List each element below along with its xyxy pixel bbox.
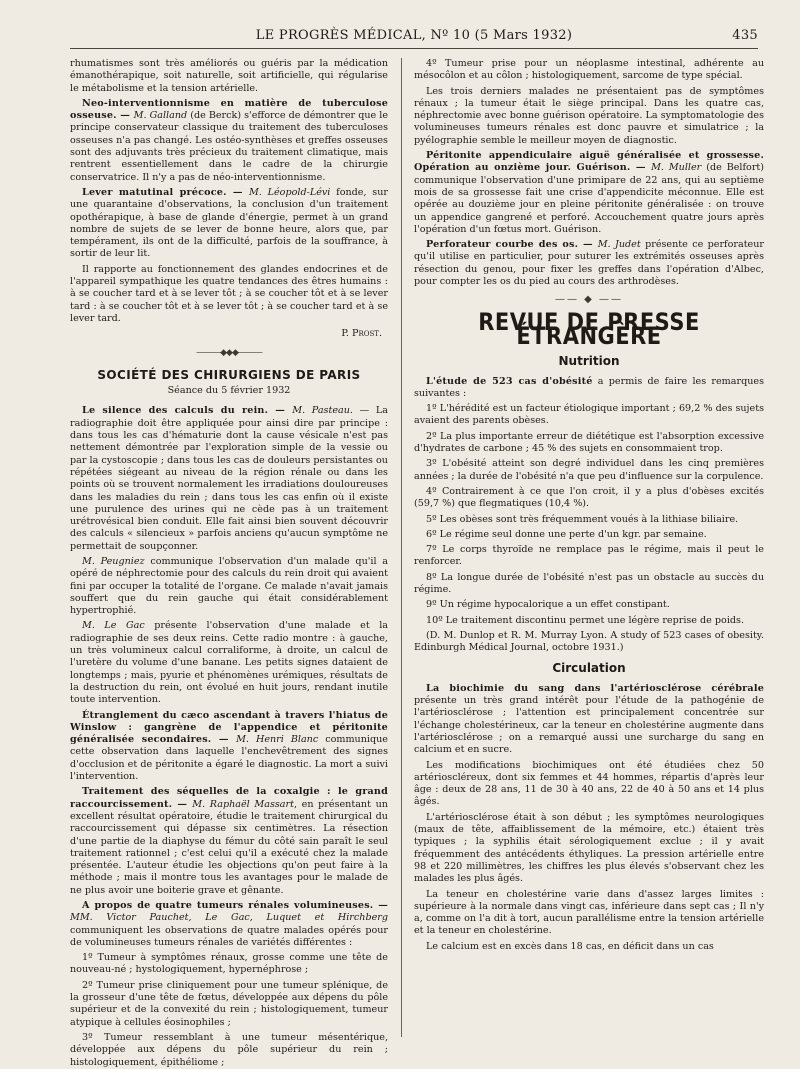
reference-citation: (D. M. Dunlop et R. M. Murray Lyon. A study of 523 cases of obesity. Edinburgh Médical Journal, octobre 1931.) (414, 629, 764, 654)
body-text: (de Belfort) communique l'observation d'une primipare de 22 ans, qui au septième mois de sa grossesse fait une crise d'appendicite méconnue. Elle est opérée au douzième jour en pleine péritonite généralisée : on trouve un appendice gangrené et perforé. Accouchement quatre jours après l'opération d'un fœtus mort. Guérison. (414, 162, 765, 235)
author-name: M. Henri Blanc (236, 734, 319, 746)
list-item: 1º Tumeur à symptômes rénaux, grosse comme une tête de nouveau-né ; hystologiquement, hypernéphrose ; (70, 952, 388, 976)
heading-circulation: Circulation (552, 661, 626, 676)
paragraph-peritonite (414, 150, 764, 236)
paragraph-obesite-intro (414, 376, 764, 401)
ornament-divider: ———◆◆◆——— (196, 347, 262, 358)
lead-title: Péritonite appendiculaire aiguë généralisée et grossesse. Opération au onzième jour. Guérison. — (414, 150, 764, 174)
lead-title: Neo-interventionnisme en matière de tuberculose osseuse. — (70, 97, 388, 122)
author-name: MM. Victor Pauchet, Le Gac, Luquet et Hirchberg (70, 912, 388, 924)
right-column (414, 58, 764, 1043)
paragraph-lever-matutinal (70, 187, 388, 261)
lead-title: L'étude de 523 cas d'obésité (426, 375, 593, 387)
list-item: 3º Tumeur ressemblant à une tumeur mésentérique, développée aux dépens du pôle supérieur du rein ; histologiquement, épithéliome ; (70, 1031, 388, 1068)
body-text: présente l'observation d'une malade et la radiographie de ses deux reins. Cette radio montre : à gauche, un très volumineux calcul corraliforme, à droite, un calcul de l'uretère du volume d'une banane. Les petits signes dataient de longtemps ; mais, pyurie et phénomènes urémiques, résultats de la destruction du rein, ont évolué en huit jours, rendant inutile toute intervention. (70, 620, 388, 706)
body-text: présente ce perforateur qu'il utilise en particulier, pour suturer les extrémités osseuses après résection du genou, pour fixer les greffes dans l'opération d'Albec, pour compter les os du pied au cours des arthrodèses. (414, 239, 764, 288)
author-name: M. Galland (133, 110, 188, 122)
paragraph-calcium: Le calcium est en excès dans 18 cas, en déficit dans un cas (426, 940, 714, 952)
body-text: a permis de faire les remarques suivantes : (414, 375, 764, 399)
list-item: 4º Tumeur prise pour un néoplasme intestinal, adhérente au mésocôlon et au côlon ; histologiquement, sarcome de type spécial. (414, 58, 764, 82)
paragraph-neo-interventionnisme (70, 98, 388, 184)
body-text: communique l'observation d'un malade qu'il a opéré de néphrectomie pour des calculs du rein droit qui avaient fini par occuper la totalité de l'organe. Ce malade n'avait jamais souffert que du rein gauche qui était considérablement hypertrophié. (70, 555, 388, 617)
author-name: M. Léopold-Lévi (248, 186, 331, 198)
left-column (70, 58, 388, 1068)
lead-title: Perforateur courbe des os. — (426, 239, 598, 251)
lead-title: Lever matutinal précoce. — (82, 186, 249, 198)
paragraph-biochimie (414, 683, 764, 757)
list-item: 6º Le régime seul donne une perte d'un kgr. par semaine. (426, 528, 707, 540)
list-item: 2º La plus importante erreur de diététique est l'absorption excessive d'hydrates de carbone ; 45 % des sujets en consommaient trop. (414, 430, 764, 455)
running-head (70, 24, 758, 49)
paragraph-perforateur (414, 239, 764, 288)
list-item: 9º Un régime hypocalorique a un effet constipant. (426, 599, 670, 611)
paragraph-intro: rhumatismes sont très améliorés ou guéris par la médication émanothérapique, soit naturelle, soit artificielle, qui régularise le métabolisme et la tension artérielle. (70, 58, 388, 94)
author-name: M. Peugniez (82, 555, 145, 567)
lead-title: Le silence des calculs du rein. — (82, 405, 293, 417)
page-number: 435 (732, 28, 758, 43)
paragraph-tumeurs-renales (70, 900, 388, 949)
section-title-revue: REVUE DE PRESSE ÉTRANGÈRE (478, 307, 700, 350)
body-text: communiquent les observations de quatre malades opérés pour de volumineuses tumeurs rénales de variétés différentes : (70, 924, 388, 948)
body-text: fonde, sur une quarantaine d'observations, la conclusion d'un traitement opothérapique, à base de glande d'énergie, permet à un grand nombre de sujets de se lever de bonne heure, alors que, par tempérament, ils ont de la difficulté, parfois de la souffrance, à sortir de leur lit. (70, 186, 388, 260)
lead-title: A propos de quatre tumeurs rénales volumineuses. — (82, 900, 388, 911)
seance-date: Séance du 5 février 1932 (167, 385, 291, 397)
body-text: (de Berck) s'efforce de démontrer que le principe conservateur classique du traitement des tuberculoses osseuses n'a pas changé. Les ostéo-synthèses et greffes osseuses sont des adjuvants très précieux du traitement climatique, mais rentrent essentiellement dans le cadre de la chirurgie conservatrice. Il n'y a pas de néo-interventionnisme. (70, 110, 388, 183)
paragraph-modifications: Les modifications biochimiques ont été étudiées chez 50 artérioscléreux, dont six femmes et 44 hommes, répartis d'après leur âge : deux de 28 ans, 11 de 30 à 40 ans, 22 de 40 à 50 ans et 14 plus âgés. (414, 759, 764, 808)
list-item: 7º Le corps thyroïde ne remplace pas le régime, mais il peut le renforcer. (414, 544, 764, 568)
body-text: , en présentant un excellent résultat opératoire, étudie le traitement chirurgical du raccourcissement qui dépasse six centimètres. La résection d'une partie de la diaphyse du fémur du côté sain paraît le seul traitement rationnel ; c'est celui qu'il a exécuté chez la malade présentée. L'auteur étudie les objections qu'on peut faire à la méthode ; mais il montre tous les avantages pour le malade de ne plus avoir une boiterie grave et gênante. (70, 798, 388, 896)
author-name: M. Pasteau (292, 405, 350, 417)
ornament-divider: —— ◆ —— (554, 294, 624, 306)
paragraph-silence-calculs (70, 405, 388, 553)
body-text: présente un très grand intérêt pour l'étude de la pathogénie de l'artériosclérose ; l'attention est principalement concentrée sur l'échange cholestérineux, car la teneur en cholestérine augmente dans l'artériosclérose ; on a remarqué aussi une surcharge du sang en calcium et en sucre. (414, 695, 764, 756)
paragraph-arteriosclerose: L'artériosclérose était à son début ; les symptômes neurologiques (maux de tête, affaiblissement de la mémoire, etc.) étaient très typiques ; la syphilis était sérologiquement exclue ; il y avait fréquemment des antécédents éthyliques. La pression artérielle entre 98 et 220 millimètres, les chiffres les plus élevés s'observant chez les malades les plus âgés. (414, 811, 764, 885)
author-name: M. Muller (651, 162, 702, 174)
paragraph-le-gac (70, 620, 388, 706)
body-text: communique cette observation dans laquelle l'enchevêtrement des signes d'occlusion et de péritonite a égaré le diagnostic. La mort a suivi l'intervention. (70, 734, 388, 783)
author-name: M. Judet (597, 239, 641, 251)
lead-title: Étranglement du cæco ascendant à travers l'hiatus de Winslow : gangrène de l'appendice et péritonite généralisée secondaires. — (70, 709, 388, 746)
column-divider (401, 58, 402, 1037)
list-item: 10º Le traitement discontinu permet une légère reprise de poids. (426, 614, 745, 626)
author-name: M. Raphaël Massart (192, 798, 294, 810)
list-item: 5º Les obèses sont très fréquemment voués à la lithiase biliaire. (426, 513, 739, 525)
paragraph-lever-suite: Il rapporte au fonctionnement des glandes endocrines et de l'appareil sympathique les quatre tendances des êtres humains : à se coucher tard et à se lever tôt ; à se coucher tôt et à se lever tard : à se coucher tôt et à se lever tôt ; à se coucher tard et à se lever tard. (70, 263, 388, 324)
paragraph-coxalgie (70, 786, 388, 897)
list-item: 3º L'obésité atteint son degré individuel dans les cinq premières années ; la durée de l'obésité n'a que peu d'influence sur la corpulence. (414, 458, 764, 482)
paragraph-trois-malades: Les trois derniers malades ne présentaient pas de symptômes rénaux ; la tumeur était le siège principal. Dans les quatre cas, néphrectomie avec bonne guérison opératoire. La symptomatologie des volumineuses tumeurs rénales est donc pauvre et simulatrice ; la pyélographie semble le meilleur moyen de diagnostic. (414, 85, 764, 146)
heading-nutrition: Nutrition (558, 354, 620, 369)
lead-title: Traitement des séquelles de la coxalgie : le grand raccourcissement. — (70, 786, 388, 810)
author-name: M. Le Gac (82, 620, 145, 632)
paragraph-peugniez (70, 556, 388, 617)
list-item: 4º Contrairement à ce que l'on croit, il y a plus d'obèses excités (59,7 %) que flegmatiques (10,4 %). (414, 485, 764, 510)
list-item: 8º La longue durée de l'obésité n'est pas un obstacle au succès du régime. (414, 571, 764, 595)
society-title: SOCIÉTÉ DES CHIRURGIENS DE PARIS (97, 367, 361, 382)
paragraph-etranglement (70, 710, 388, 784)
paragraph-teneur: La teneur en cholestérine varie dans d'assez larges limites : supérieure à la normale dans vingt cas, inférieure dans sept cas ; Il n'y a, comme on l'a dit à tort, aucun parallélisme entre la tension artérielle et la teneur en cholestérine. (414, 888, 764, 937)
signature: P. Prost. (341, 328, 382, 340)
lead-title: La biochimie du sang dans l'artériosclérose cérébrale (426, 682, 764, 694)
journal-title: LE PROGRÈS MÉDICAL, Nº 10 (5 Mars 1932) (255, 28, 573, 43)
body-text: . — La radiographie doit être appliquée pour ainsi dire par principe : dans tous les cas d'hématurie dont la cause vésicale n'est pas nettement démontrée par l'exploration simple de la vessie ou par la cystoscopie ; dans tous les cas de douleurs persistantes ou répétées siégeant au niveau de la région rénale ou dans les points où se trouvent normalement les irradiations douloureuses dans les maladies du rein ; dans tous les cas enfin où il existe une purulence des urines qui ne cède pas à un traitement urétrovésical bien conduit. Elle fait ainsi bien souvent découvrir des calculs « silencieux » parfois anciens qu'aucun symptôme ne permettait de soupçonner. (70, 405, 388, 552)
list-item: 2º Tumeur prise cliniquement pour une tumeur splénique, de la grosseur d'une tête de fœtus, développée aux dépens du pôle supérieur et de la convexité du rein ; histologiquement, tumeur atypique à cellules éosinophiles ; (70, 979, 388, 1028)
list-item: 1º L'hérédité est un facteur étiologique important ; 69,2 % des sujets avaient des parents obèses. (414, 403, 764, 427)
